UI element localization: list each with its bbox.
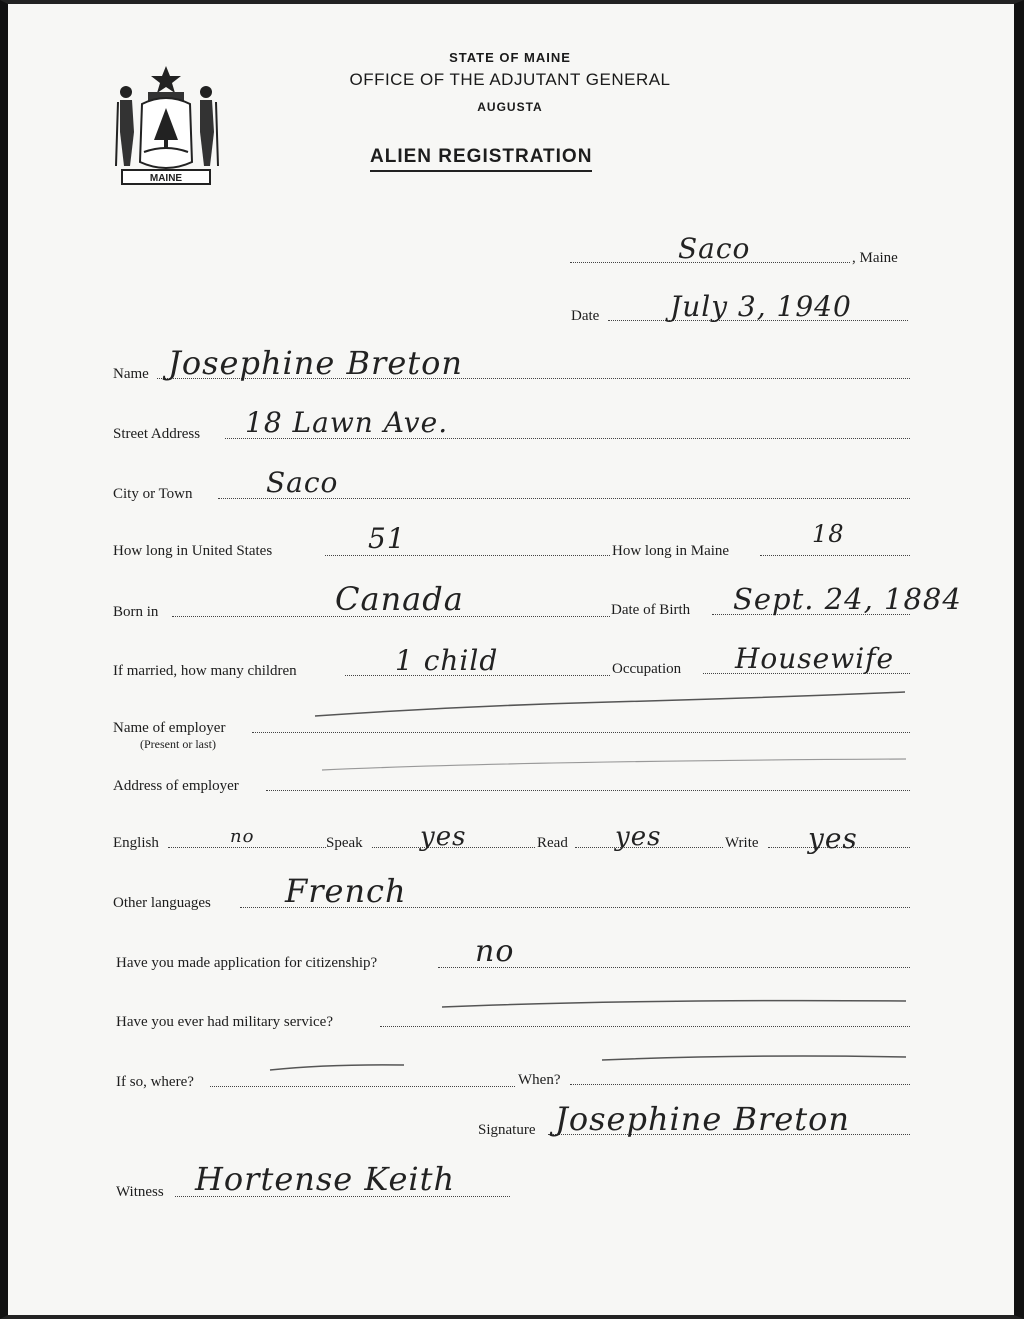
- maine-label: , Maine: [852, 250, 898, 266]
- married-children-label: If married, how many children: [113, 663, 297, 679]
- header-office: OFFICE OF THE ADJUTANT GENERAL: [349, 70, 671, 89]
- occupation-label: Occupation: [612, 661, 682, 677]
- employer-address-dots: [266, 790, 910, 791]
- english-value: no: [230, 826, 255, 847]
- military-dash-stroke: [440, 995, 910, 1011]
- read-value: yes: [615, 822, 662, 852]
- if-so-where-label: If so, where?: [116, 1074, 194, 1090]
- employer-dots: [252, 732, 910, 733]
- other-languages-label: Other languages: [113, 895, 211, 911]
- english-label: English: [113, 835, 159, 851]
- how-long-maine-dots: [760, 555, 910, 556]
- employer-address-label: Address of employer: [113, 778, 239, 794]
- form-title: ALIEN REGISTRATION: [370, 146, 592, 172]
- date-label: Date: [571, 308, 600, 324]
- street-label: Street Address: [113, 426, 201, 442]
- read-label: Read: [537, 835, 568, 851]
- how-long-us-dots: [325, 555, 610, 556]
- signature-value: Josephine Breton: [555, 1100, 850, 1138]
- dob-label: Date of Birth: [611, 602, 691, 618]
- citizenship-label: Have you made application for citizenship?: [116, 955, 378, 971]
- signature-label: Signature: [478, 1122, 536, 1138]
- where-dash-stroke: [268, 1060, 408, 1074]
- speak-label: Speak: [326, 835, 363, 851]
- employer-label: Name of employer: [113, 720, 226, 736]
- when-dots: [570, 1084, 910, 1085]
- header-city: AUGUSTA: [477, 100, 543, 114]
- english-dots: [168, 847, 326, 848]
- other-languages-value: French: [285, 872, 407, 910]
- children-value: 1 child: [395, 644, 499, 677]
- header-state: STATE OF MAINE: [449, 50, 571, 65]
- witness-label: Witness: [116, 1184, 164, 1200]
- military-dots: [380, 1026, 910, 1027]
- speak-value: yes: [420, 822, 467, 852]
- city-value: Saco: [266, 466, 339, 499]
- born-in-label: Born in: [113, 604, 159, 620]
- how-long-us-label: How long in United States: [113, 543, 273, 559]
- how-long-maine-label: How long in Maine: [612, 543, 730, 559]
- when-dash-stroke: [600, 1052, 910, 1066]
- military-label: Have you ever had military service?: [116, 1014, 333, 1030]
- write-label: Write: [725, 835, 759, 851]
- occupation-value: Housewife: [735, 642, 895, 675]
- employer-address-dash-stroke: [320, 755, 910, 775]
- maine-state-seal: [112, 62, 220, 188]
- witness-value: Hortense Keith: [195, 1160, 456, 1198]
- name-value: Josephine Breton: [168, 344, 463, 382]
- how-long-maine-value: 18: [812, 520, 845, 548]
- how-long-us-value: 51: [368, 522, 406, 555]
- born-in-value: Canada: [335, 580, 464, 618]
- dob-value: Sept. 24, 1884: [733, 582, 962, 616]
- citizenship-value: no: [475, 934, 515, 969]
- employer-dash-stroke: [310, 690, 910, 730]
- employer-sub-label: (Present or last): [140, 737, 216, 751]
- town-value: Saco: [678, 232, 751, 265]
- where-dots: [210, 1086, 515, 1087]
- write-value: yes: [808, 822, 858, 855]
- name-label: Name: [113, 366, 149, 382]
- street-value: 18 Lawn Ave.: [245, 406, 449, 439]
- date-value: July 3, 1940: [670, 290, 852, 323]
- svg-text:MAINE: MAINE: [149, 173, 183, 184]
- city-label: City or Town: [113, 486, 193, 502]
- when-label: When?: [518, 1072, 561, 1088]
